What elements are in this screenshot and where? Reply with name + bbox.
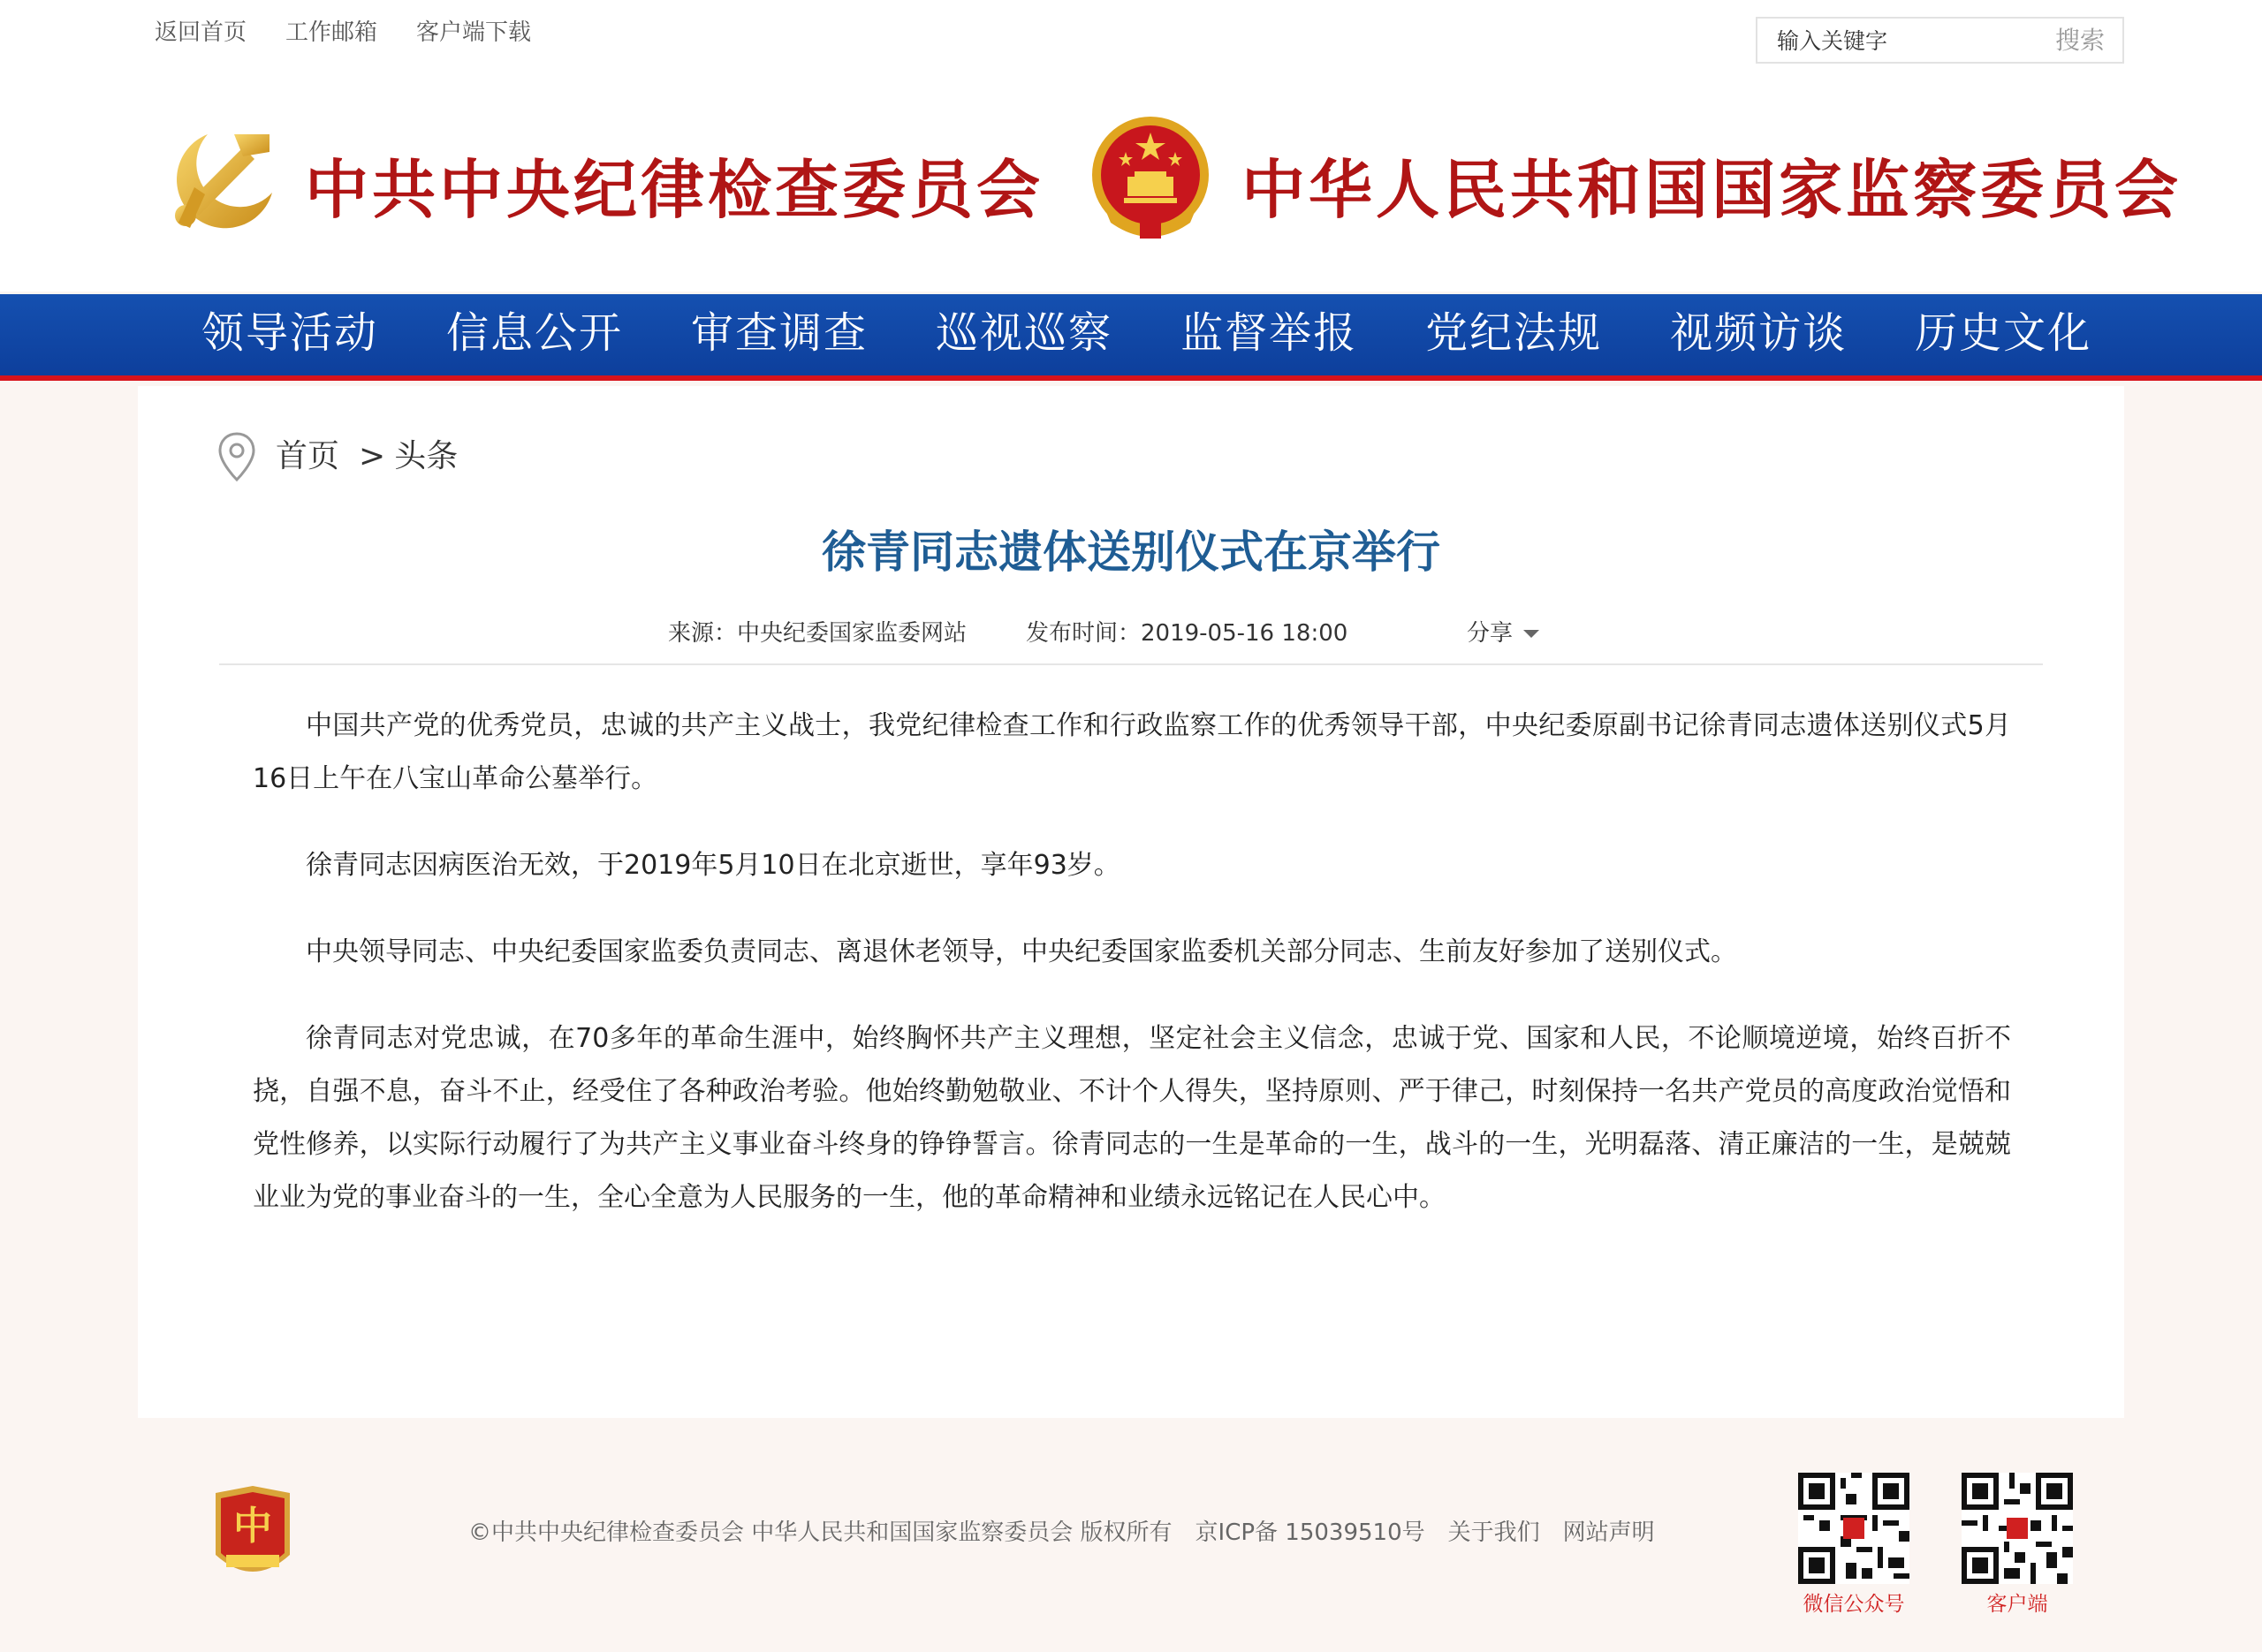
divider <box>219 663 2043 665</box>
nav-item-disclosure[interactable]: 信息公开 <box>446 308 624 358</box>
share-label: 分享 <box>1467 620 1514 647</box>
nav-item-inspection[interactable]: 巡视巡察 <box>936 308 1113 358</box>
footer-links <box>468 1517 1655 1549</box>
article-body <box>253 700 2011 1258</box>
share-dropdown[interactable] <box>1467 618 1539 649</box>
breadcrumb-current[interactable]: 头条 <box>394 438 459 474</box>
search-box <box>1756 17 2124 64</box>
nav-item-investigation[interactable]: 审查调查 <box>691 308 869 358</box>
nsc-title[interactable]: 中华人民共和国国家监察委员会 <box>1241 152 2182 227</box>
footer-statement[interactable]: 网站声明 <box>1562 1519 1655 1546</box>
national-emblem-icon[interactable] <box>1089 113 1212 244</box>
article-source: 来源：中央纪委国家监委网站 <box>668 620 968 647</box>
search-input[interactable] <box>1775 26 2040 56</box>
search-button[interactable]: 搜索 <box>2054 26 2105 55</box>
footer-icp[interactable]: 京ICP备 15039510号 <box>1195 1519 1425 1546</box>
article-card <box>138 386 2124 1418</box>
party-government-badge-icon[interactable] <box>209 1484 297 1588</box>
article-paragraph: 徐青同志因病医治无效，于2019年5月10日在北京逝世，享年93岁。 <box>306 850 1120 881</box>
article-title: 徐青同志遗体送别仪式在京举行 <box>822 527 1440 578</box>
breadcrumb-separator: > <box>359 438 386 474</box>
footer-about[interactable]: 关于我们 <box>1447 1519 1540 1546</box>
footer-copyright: ©中共中央纪律检查委员会 中华人民共和国国家监察委员会 版权所有 <box>468 1519 1173 1546</box>
wechat-qr-code <box>1798 1473 1909 1584</box>
svg-text:中: 中 <box>233 1504 272 1549</box>
nav-item-history[interactable]: 历史文化 <box>1915 308 2092 358</box>
nav-item-regulations[interactable]: 党纪法规 <box>1425 308 1603 358</box>
nav-item-leadership[interactable]: 领导活动 <box>201 308 379 358</box>
ccdi-title[interactable]: 中共中央纪律检查委员会 <box>305 152 1044 227</box>
party-emblem-icon[interactable] <box>159 117 283 240</box>
main-nav <box>0 294 2262 381</box>
top-links <box>155 18 531 48</box>
caret-down-icon <box>1523 630 1539 638</box>
article-paragraph: 中央领导同志、中央纪委国家监委负责同志、离退休老领导，中央纪委国家监委机关部分同志、生前友好参加了送别仪式。 <box>306 936 1737 967</box>
article-publish-time: 发布时间：2019-05-16 18:00 <box>1026 620 1348 647</box>
top-bar <box>0 0 2262 71</box>
app-qr-label: 客户端 <box>1986 1593 2048 1616</box>
site-header <box>0 71 2262 292</box>
app-qr-code <box>1962 1473 2073 1584</box>
location-pin-icon <box>216 430 258 483</box>
client-download-link[interactable]: 客户端下载 <box>416 19 532 46</box>
work-mail-link[interactable]: 工作邮箱 <box>285 19 378 46</box>
site-footer <box>0 1418 2262 1652</box>
nav-item-video[interactable]: 视频访谈 <box>1670 308 1848 358</box>
breadcrumb <box>216 430 458 483</box>
breadcrumb-home[interactable]: 首页 <box>276 438 340 474</box>
article-paragraph: 徐青同志对党忠诚，在70多年的革命生涯中，始终胸怀共产主义理想，坚定社会主义信念，忠诚于党、国家和人民，不论顺境逆境，始终百折不挠，自强不息，奋斗不止，经受住了各种政治考验。他始终勤勉敬业、不计个人得失，坚持原则、严于律己，时刻保持一名共产党员的高度政治觉悟和党性修养，以实际行动履行了为共产主义事业奋斗终身的铮铮誓言。徐青同志的一生是革命的一生，战斗的一生，光明磊落、清正廉洁的一生，是兢兢业业为党的事业奋斗的一生，全心全意为人民服务的一生，他的革命精神和业绩永远铭记在人民心中。 <box>253 1023 2011 1213</box>
nav-item-supervision[interactable]: 监督举报 <box>1180 308 1358 358</box>
article-paragraph: 中国共产党的优秀党员，忠诚的共产主义战士，我党纪律检查工作和行政监察工作的优秀领导干部，中央纪委原副书记徐青同志遗体送别仪式5月16日上午在八宝山革命公墓举行。 <box>253 710 2011 794</box>
wechat-qr-label: 微信公众号 <box>1803 1593 1905 1616</box>
home-link[interactable]: 返回首页 <box>155 19 247 46</box>
article-meta <box>138 618 2124 653</box>
